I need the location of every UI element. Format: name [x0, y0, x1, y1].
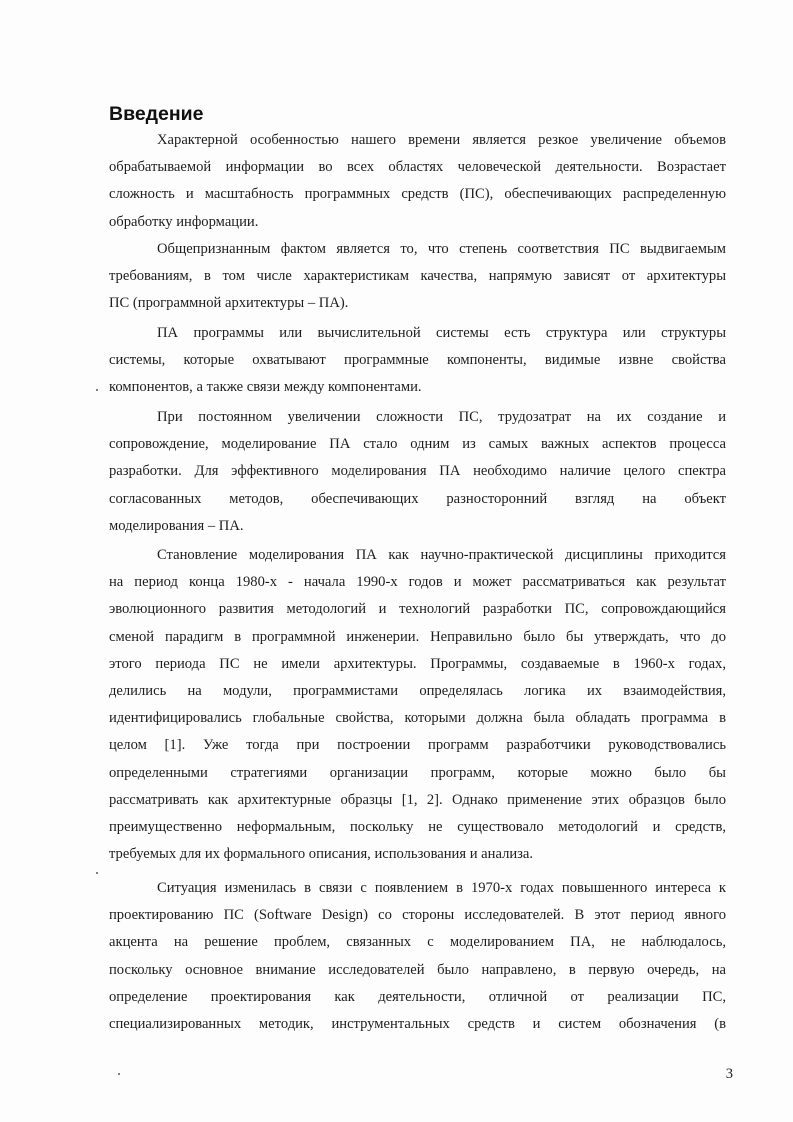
paragraph-3 — [109, 320, 726, 402]
paragraph-6 — [109, 875, 726, 1038]
paragraph-line: Становление моделирования ПА как научно-практической дисциплины приходится — [157, 547, 726, 563]
paragraph-line: сопровождение, моделирование ПА стало одним из самых важных аспектов процесса — [109, 436, 726, 453]
paragraph-line: эволюционного развития методологий и технологий разработки ПС, сопровождающийся — [109, 601, 726, 618]
paragraph-line: рассматривать как архитектурные образцы [1, 2]. Однако применение этих образцов было — [109, 791, 726, 808]
scan-speck — [96, 389, 98, 391]
paragraph-line: требованиям, в том числе характеристикам качества, напрямую зависят от архитектуры — [109, 268, 726, 285]
paragraph-line: Характерной особенностью нашего времени является резкое увеличение объемов — [157, 132, 726, 148]
paragraph-2 — [109, 236, 726, 318]
paragraph-line: Ситуация изменилась в связи с появлением в 1970-х годах повышенного интереса к — [157, 880, 726, 896]
paragraph-5 — [109, 542, 726, 868]
paragraph-line: требуемых для их формального описания, использования и анализа. — [109, 846, 534, 863]
page-number: 3 — [725, 1066, 733, 1082]
paragraph-line: делились на модули, программистами определялась логика их взаимодействия, — [109, 682, 726, 699]
paragraph-line: специализированных методик, инструментальных средств и систем обозначения (в — [109, 1015, 726, 1032]
paragraph-line: ПА программы или вычислительной системы есть структура или структуры — [157, 325, 726, 341]
paragraph-line: моделирования – ПА. — [109, 517, 244, 534]
paragraph-line: идентифицировались глобальные свойства, которыми должна была обладать программа в — [109, 710, 726, 727]
paragraph-line: сложность и масштабность программных средств (ПС), обеспечивающих распределенную — [109, 186, 726, 203]
paragraph-line: обрабатываемой информации во всех областях человеческой деятельности. Возрастает — [109, 159, 726, 176]
paragraph-line: этого периода ПС не имели архитектуры. Программы, создаваемые в 1960-х годах, — [109, 655, 726, 672]
paragraph-line: преимущественно неформальным, поскольку не существовало методологий и средств, — [109, 818, 726, 835]
paragraph-line: проектированию ПС (Software Design) со стороны исследователей. В этот период явного — [109, 907, 726, 924]
scan-speck — [96, 872, 98, 874]
paragraph-line: определение проектирования как деятельности, отличной от реализации ПС, — [109, 988, 726, 1005]
paragraph-line: на период конца 1980-х - начала 1990-х годов и может рассматриваться как результат — [109, 574, 726, 591]
paragraph-line: ПС (программной архитектуры – ПА). — [109, 295, 349, 312]
paragraph-line: целом [1]. Уже тогда при построении программ разработчики руководствовались — [109, 737, 726, 754]
paragraph-line: системы, которые охватывают программные компоненты, видимые извне свойства — [109, 352, 726, 369]
paragraph-line: При постоянном увеличении сложности ПС, трудозатрат на их создание и — [157, 409, 726, 425]
paragraph-line: обработку информации. — [109, 213, 259, 230]
paragraph-line: определенными стратегиями организации программ, которые можно было бы — [109, 764, 726, 781]
paragraph-line: сменой парадигм в программной инженерии. Неправильно было бы утверждать, что до — [109, 628, 726, 645]
paragraph-line: согласованных методов, обеспечивающих разносторонний взгляд на объект — [109, 490, 726, 507]
paragraph-line: разработки. Для эффективного моделирования ПА необходимо наличие целого спектра — [109, 463, 726, 480]
paragraph-line: Общепризнанным фактом является то, что степень соответствия ПС выдвигаемым — [157, 241, 726, 257]
paragraph-4 — [109, 404, 726, 540]
scan-speck — [118, 1073, 120, 1075]
paragraph-line: акцента на решение проблем, связанных с моделированием ПА, не наблюдалось, — [109, 934, 726, 951]
paragraph-line: поскольку основное внимание исследователей было направлено, в первую очередь, на — [109, 961, 726, 978]
paragraph-1 — [109, 127, 726, 236]
section-heading: Введение — [109, 103, 204, 125]
paragraph-line: компонентов, а также связи между компонентами. — [109, 379, 422, 396]
